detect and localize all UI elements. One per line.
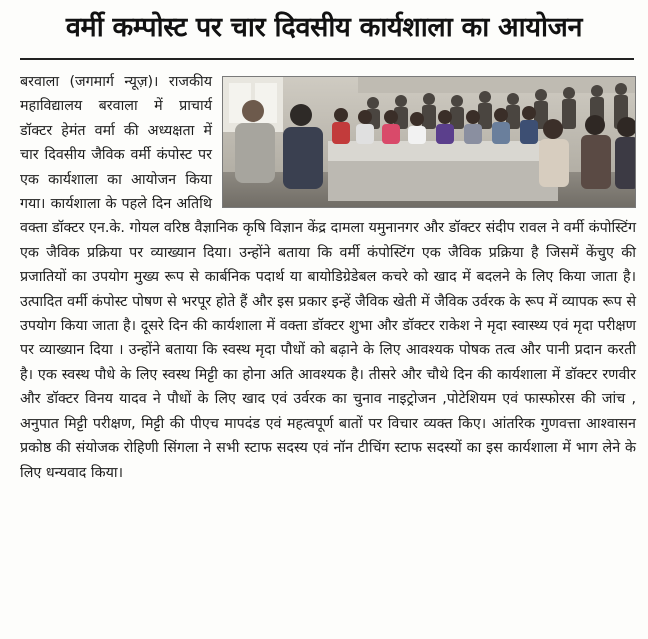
workshop-photo: [222, 76, 636, 208]
article-headline: वर्मी कम्पोस्ट पर चार दिवसीय कार्यशाला का आयोजन: [65, 12, 583, 43]
headline-divider: [20, 58, 634, 60]
article-body: बरवाला (जगमार्ग न्यूज़)। राजकीय महाविद्यालय बरवाला में प्राचार्य डॉक्टर हेमंत वर्मा की अध्यक्षता में चार दिवसीय जैविक वर्मी कंपोस्ट पर एक कार्यशाला का आयोजन किया गया। कार्यशाला के पहले दिन अतिथि वक्ता डॉक्टर एन.के. गोयल वरिष्ठ वैज्ञानिक कृषि विज्ञान केंद्र दामला यमुनानगर और डॉक्टर संदीप रावल ने वर्मी कंपोस्टिंग एक जैविक प्रक्रिया पर व्याख्यान दिया। उन्होंने बताया कि वर्मी कंपोस्टिंग एक जैविक प्रक्रिया है जिसमें केंचुए की प्रजातियों का उपयोग मुख्य रूप से कार्बनिक पदार्थ या बायोडिग्रेडेबल कचरे को खाद में बदलने के लिए किया जाता है। उत्पादित वर्मी कंपोस्ट पोषण से भरपूर होते हैं और इस प्रकार इन्हें जैविक खेती में जैविक उर्वरक के रूप में व्यापक रूप से उपयोग किया जाता है। दूसरे दिन की कार्यशाला में वक्ता डॉक्टर शुभा और डॉक्टर राकेश ने मृदा स्वास्थ्य एवं मृदा परीक्षण पर व्याख्यान दिया । उन्होंने बताया कि स्वस्थ मृदा पौधों को बढ़ाने के लिए आवश्यक पोषक तत्व और पानी प्रदान करती है। एक स्वस्थ पौधे के लिए स्वस्थ मिट्टी का होना अति आवश्यक है। तीसरे और चौथे दिन की कार्यशाला में डॉक्टर रणवीर और डॉक्टर विनय यादव ने पौधों के लिए खाद एवं उर्वरक का चुनाव नाइट्रोजन ,पोटेशियम एवं फास्फोरस की जांच , अनुपात मिट्टी परीक्षण, मिट्टी की पीएच मापदंड एवं महत्वपूर्ण बातों पर विचार व्यक्त किए। आंतरिक गुणवत्ता आश्वासन प्रकोष्ठ की संयोजक रोहिणी सिंगला ने सभी स्टाफ सदस्य एवं नॉन टीचिंग स्टाफ सदस्यों का इस कार्यशाला में भाग लेने के लिए धन्यवाद किया।: [20, 74, 636, 481]
